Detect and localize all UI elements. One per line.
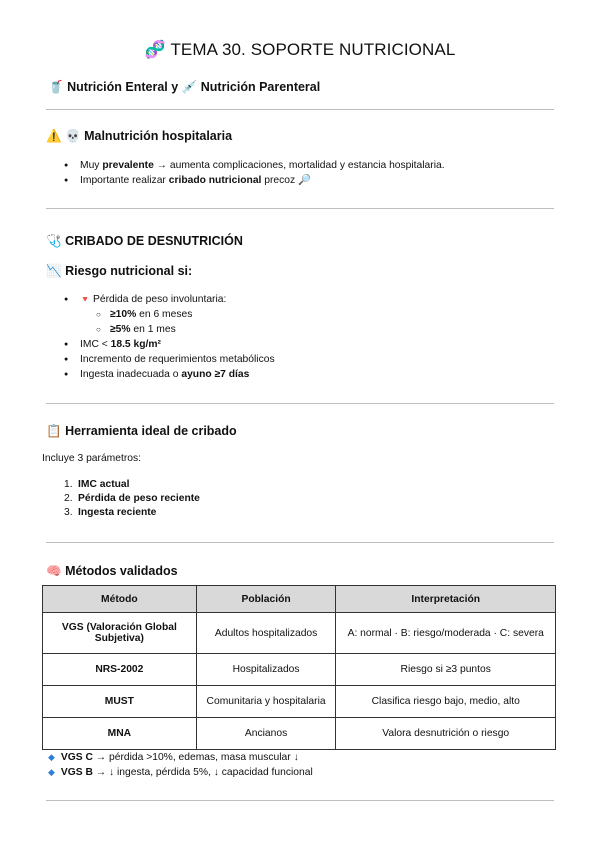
text: en 1 mes bbox=[130, 324, 176, 335]
section-heading-cribado bbox=[46, 234, 243, 249]
bold-text: ≥5% bbox=[110, 324, 131, 335]
table-cell: MNA bbox=[43, 718, 197, 750]
heading-text: CRIBADO DE DESNUTRICIÓN bbox=[65, 234, 243, 248]
table-cell: MUST bbox=[43, 686, 197, 718]
bold-text: 18.5 kg/m² bbox=[110, 339, 161, 350]
herramienta-intro: Incluye 3 parámetros: bbox=[42, 453, 142, 464]
column-header: Población bbox=[196, 586, 336, 613]
sub-list-item bbox=[96, 322, 275, 337]
metodos-table bbox=[42, 585, 556, 750]
subtitle-text-1: Nutrición Enteral y bbox=[67, 80, 179, 94]
table-cell: Ancianos bbox=[196, 718, 336, 750]
red-triangle-icon: 🔻 bbox=[80, 295, 90, 304]
table-cell: Clasifica riesgo bajo, medio, alto bbox=[336, 686, 556, 718]
syringe-icon: 💉 bbox=[181, 80, 198, 94]
table-cell: NRS-2002 bbox=[43, 654, 197, 686]
table-cell: Hospitalizados bbox=[196, 654, 336, 686]
list-number: 1. bbox=[64, 479, 73, 490]
bold-text: ayuno ≥7 días bbox=[181, 369, 250, 380]
text: → aumenta complicaciones, mortalidad y estancia hospitalaria. bbox=[153, 160, 445, 171]
bold-text: cribado nutricional bbox=[168, 175, 262, 186]
divider bbox=[46, 109, 554, 110]
section-heading-herramienta bbox=[46, 424, 237, 439]
column-header: Método bbox=[43, 586, 197, 613]
divider bbox=[46, 403, 554, 404]
list-item bbox=[48, 750, 313, 765]
malnutricion-list bbox=[64, 158, 445, 188]
sub-list-item bbox=[96, 307, 275, 322]
divider bbox=[46, 542, 554, 543]
heading-text: Herramienta ideal de cribado bbox=[65, 424, 237, 438]
notes-list bbox=[48, 750, 313, 780]
text: Pérdida de peso involuntaria: bbox=[92, 294, 227, 305]
table-cell: A: normal · B: riesgo/moderada · C: severa bbox=[336, 613, 556, 654]
text: Importante realizar bbox=[80, 175, 169, 186]
list-number: 3. bbox=[64, 507, 73, 518]
stethoscope-icon: 🩺 bbox=[46, 234, 62, 248]
table-row bbox=[43, 654, 556, 686]
list-item bbox=[64, 158, 445, 173]
list-item bbox=[64, 292, 275, 337]
bold-text: Ingesta reciente bbox=[78, 507, 157, 518]
blue-diamond-icon: ◆ bbox=[48, 767, 55, 777]
bold-text: Pérdida de peso reciente bbox=[78, 493, 200, 504]
section-heading-malnutricion bbox=[46, 129, 232, 144]
table-cell: Comunitaria y hospitalaria bbox=[196, 686, 336, 718]
text: Ingesta inadecuada o bbox=[80, 369, 182, 380]
title-text: TEMA 30. SOPORTE NUTRICIONAL bbox=[170, 40, 456, 59]
brain-icon: 🧠 bbox=[46, 564, 62, 578]
list-number: 2. bbox=[64, 493, 73, 504]
subtitle-text-2: Nutrición Parenteral bbox=[200, 80, 321, 94]
heading-text: Métodos validados bbox=[65, 564, 178, 578]
list-item bbox=[64, 506, 200, 520]
bold-text: VGS C bbox=[60, 752, 93, 763]
text: precoz 🔎 bbox=[261, 175, 311, 186]
bold-text: ≥10% bbox=[110, 309, 137, 320]
table-cell: Riesgo si ≥3 puntos bbox=[336, 654, 556, 686]
bold-text: prevalente bbox=[102, 160, 154, 171]
text: Muy bbox=[80, 160, 103, 171]
blue-diamond-icon: ◆ bbox=[48, 752, 55, 762]
drink-icon: 🥤 bbox=[48, 80, 64, 94]
bold-text: VGS B bbox=[60, 767, 93, 778]
table-cell: VGS (Valoración Global Subjetiva) bbox=[43, 613, 197, 654]
list-item bbox=[64, 337, 275, 352]
text: IMC < bbox=[80, 339, 111, 350]
page-title bbox=[0, 40, 600, 60]
subheading-riesgo bbox=[46, 264, 192, 279]
table-cell: Valora desnutrición o riesgo bbox=[336, 718, 556, 750]
warning-skull-icon: ⚠️ 💀 bbox=[46, 129, 81, 143]
list-item bbox=[64, 352, 275, 367]
table-row bbox=[43, 718, 556, 750]
divider bbox=[46, 800, 554, 801]
chart-decreasing-icon: 📉 bbox=[46, 264, 62, 278]
text: → ↓ ingesta, pérdida 5%, ↓ capacidad funcional bbox=[92, 767, 313, 778]
text: Incremento de requerimientos metabólicos bbox=[80, 354, 275, 365]
list-item bbox=[64, 478, 200, 492]
herramienta-list bbox=[64, 478, 200, 520]
clipboard-icon: 📋 bbox=[46, 424, 62, 438]
heading-text: Riesgo nutricional si: bbox=[65, 264, 193, 278]
list-item bbox=[48, 765, 313, 780]
riesgo-list bbox=[64, 292, 275, 382]
sub-list bbox=[96, 307, 275, 337]
list-item bbox=[64, 367, 275, 382]
text: → pérdida >10%, edemas, masa muscular ↓ bbox=[92, 752, 299, 763]
text: en 6 meses bbox=[136, 309, 193, 320]
list-item bbox=[64, 173, 445, 188]
section-heading-metodos bbox=[46, 564, 178, 579]
dna-icon: 🧬 bbox=[144, 40, 166, 59]
table-cell: Adultos hospitalizados bbox=[196, 613, 336, 654]
divider bbox=[46, 208, 554, 209]
bold-text: IMC actual bbox=[78, 479, 130, 490]
column-header: Interpretación bbox=[336, 586, 556, 613]
list-item bbox=[64, 492, 200, 506]
table-row bbox=[43, 686, 556, 718]
heading-text: Malnutrición hospitalaria bbox=[84, 129, 233, 143]
subtitle bbox=[48, 80, 320, 95]
table-row bbox=[43, 613, 556, 654]
table-header-row bbox=[43, 586, 556, 613]
